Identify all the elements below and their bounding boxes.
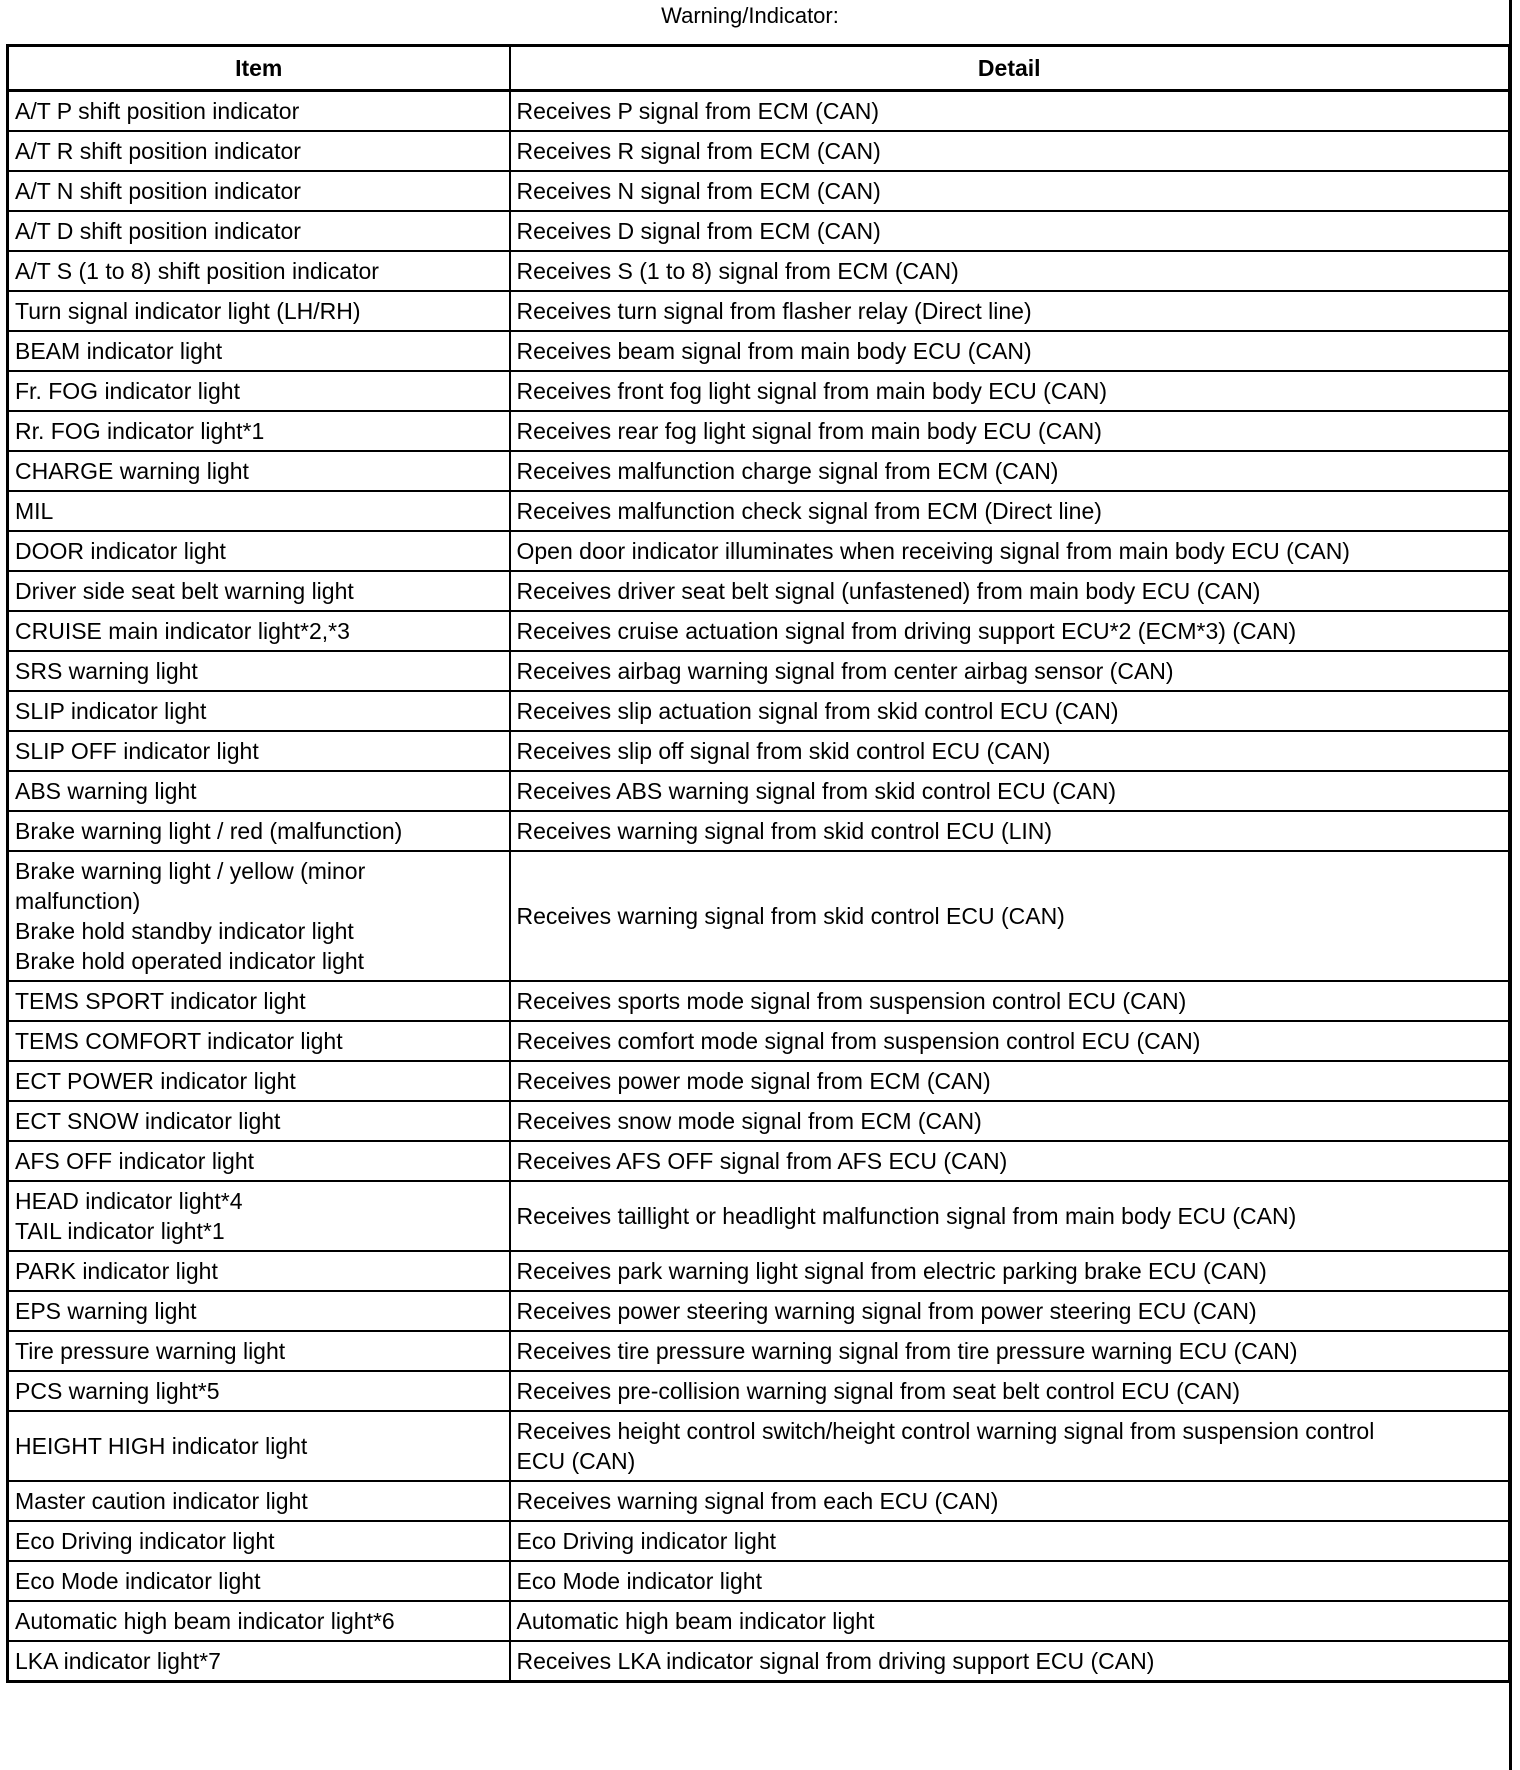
cell-item [8, 1481, 510, 1521]
cell-item [8, 1061, 510, 1101]
column-header-item: Item [8, 46, 510, 91]
cell-detail [510, 211, 1510, 251]
item-text-line: A/T N shift position indicator [15, 178, 301, 204]
table-row [8, 371, 1510, 411]
cell-detail [510, 1481, 1510, 1521]
cell-detail [510, 1521, 1510, 1561]
cell-item [8, 811, 510, 851]
table-header-row [8, 46, 1510, 91]
item-text-line: Brake warning light / red (malfunction) [15, 818, 403, 844]
item-text-line: Brake hold standby indicator light [15, 918, 354, 944]
table-row [8, 1601, 1510, 1641]
item-text-line: malfunction) [15, 888, 141, 914]
detail-text-line: Receives malfunction check signal from ECM (Direct line) [516, 498, 1102, 524]
detail-text-line: Receives warning signal from skid control ECU (LIN) [516, 818, 1053, 844]
cell-detail [510, 131, 1510, 171]
cell-item [8, 411, 510, 451]
cell-item [8, 1331, 510, 1371]
detail-text-line: Receives S (1 to 8) signal from ECM (CAN) [516, 258, 959, 284]
table-row [8, 1331, 1510, 1371]
detail-text-line: ECU (CAN) [516, 1448, 636, 1474]
table-row [8, 411, 1510, 451]
item-text-line: Eco Driving indicator light [15, 1528, 275, 1554]
detail-text-line: Receives taillight or headlight malfunction signal from main body ECU (CAN) [516, 1203, 1297, 1229]
table-row [8, 1061, 1510, 1101]
detail-text-line: Receives driver seat belt signal (unfastened) from main body ECU (CAN) [516, 578, 1261, 604]
item-text-line: SLIP indicator light [15, 698, 207, 724]
detail-text-line: Receives comfort mode signal from suspension control ECU (CAN) [516, 1028, 1201, 1054]
detail-text-line: Receives turn signal from flasher relay (Direct line) [516, 298, 1032, 324]
cell-detail [510, 771, 1510, 811]
cell-detail [510, 731, 1510, 771]
cell-detail [510, 371, 1510, 411]
table-row [8, 331, 1510, 371]
cell-detail [510, 291, 1510, 331]
cell-item [8, 571, 510, 611]
detail-text-line: Receives AFS OFF signal from AFS ECU (CAN) [516, 1148, 1008, 1174]
item-text-line: A/T S (1 to 8) shift position indicator [15, 258, 379, 284]
detail-text-line: Receives malfunction charge signal from ECM (CAN) [516, 458, 1059, 484]
cell-item [8, 211, 510, 251]
detail-text-line: Receives rear fog light signal from main body ECU (CAN) [516, 418, 1102, 444]
cell-detail [510, 1181, 1510, 1251]
item-text-line: Fr. FOG indicator light [15, 378, 240, 404]
item-text-line: SRS warning light [15, 658, 198, 684]
detail-text-line: Receives beam signal from main body ECU (CAN) [516, 338, 1032, 364]
table-row [8, 91, 1510, 132]
table-row [8, 1641, 1510, 1682]
table-row [8, 1141, 1510, 1181]
cell-detail [510, 491, 1510, 531]
item-text-line: DOOR indicator light [15, 538, 226, 564]
cell-detail [510, 1251, 1510, 1291]
detail-text-line: Receives sports mode signal from suspension control ECU (CAN) [516, 988, 1187, 1014]
detail-text-line: Receives slip off signal from skid control ECU (CAN) [516, 738, 1051, 764]
cell-item [8, 1411, 510, 1481]
table-row [8, 1521, 1510, 1561]
cell-detail [510, 811, 1510, 851]
detail-text-line: Receives P signal from ECM (CAN) [516, 98, 880, 124]
column-header-detail: Detail [510, 46, 1510, 91]
cell-item [8, 1101, 510, 1141]
cell-detail [510, 531, 1510, 571]
item-text-line: Turn signal indicator light (LH/RH) [15, 298, 361, 324]
cell-item [8, 1561, 510, 1601]
table-row [8, 851, 1510, 981]
table-row [8, 1021, 1510, 1061]
cell-detail [510, 851, 1510, 981]
detail-text-line: Receives N signal from ECM (CAN) [516, 178, 881, 204]
item-text-line: MIL [15, 498, 54, 524]
cell-item [8, 691, 510, 731]
cell-item [8, 1371, 510, 1411]
table-row [8, 571, 1510, 611]
cell-item [8, 1291, 510, 1331]
cell-detail [510, 1561, 1510, 1601]
table-row [8, 811, 1510, 851]
detail-text-line: Automatic high beam indicator light [516, 1608, 875, 1634]
detail-text-line: Receives pre-collision warning signal from seat belt control ECU (CAN) [516, 1378, 1240, 1404]
table-caption: Warning/Indicator: [661, 3, 839, 28]
table-row [8, 211, 1510, 251]
table-row [8, 491, 1510, 531]
cell-item [8, 1251, 510, 1291]
detail-text-line: Receives D signal from ECM (CAN) [516, 218, 881, 244]
item-text-line: ECT SNOW indicator light [15, 1108, 281, 1134]
table-row [8, 251, 1510, 291]
item-text-line: HEIGHT HIGH indicator light [15, 1433, 308, 1459]
cell-detail [510, 1641, 1510, 1682]
cell-detail [510, 1101, 1510, 1141]
cell-item [8, 1521, 510, 1561]
cell-item [8, 251, 510, 291]
cell-item [8, 291, 510, 331]
detail-text-line: Receives snow mode signal from ECM (CAN) [516, 1108, 982, 1134]
cell-item [8, 171, 510, 211]
table-row [8, 1411, 1510, 1481]
item-text-line: TEMS COMFORT indicator light [15, 1028, 343, 1054]
cell-detail [510, 171, 1510, 211]
table-row [8, 1101, 1510, 1141]
table-row [8, 131, 1510, 171]
item-text-line: Brake warning light / yellow (minor [15, 858, 366, 884]
cell-item [8, 851, 510, 981]
cell-item [8, 1601, 510, 1641]
item-text-line: Brake hold operated indicator light [15, 948, 365, 974]
cell-item [8, 531, 510, 571]
item-text-line: Tire pressure warning light [15, 1338, 286, 1364]
table-row [8, 691, 1510, 731]
detail-text-line: Receives slip actuation signal from skid control ECU (CAN) [516, 698, 1119, 724]
item-text-line: A/T P shift position indicator [15, 98, 300, 124]
item-text-line: CRUISE main indicator light*2,*3 [15, 618, 350, 644]
cell-item [8, 651, 510, 691]
cell-item [8, 1021, 510, 1061]
detail-text-line: Receives warning signal from skid control ECU (CAN) [516, 903, 1065, 929]
cell-detail [510, 1061, 1510, 1101]
table-body [8, 91, 1510, 1682]
cell-item [8, 771, 510, 811]
cell-item [8, 981, 510, 1021]
cell-detail [510, 651, 1510, 691]
cell-detail [510, 571, 1510, 611]
item-text-line: BEAM indicator light [15, 338, 223, 364]
cell-item [8, 491, 510, 531]
cell-detail [510, 411, 1510, 451]
item-text-line: HEAD indicator light*4 [15, 1188, 243, 1214]
cell-detail [510, 1411, 1510, 1481]
cell-detail [510, 331, 1510, 371]
table-row [8, 291, 1510, 331]
table-row [8, 171, 1510, 211]
detail-text-line: Receives cruise actuation signal from driving support ECU*2 (ECM*3) (CAN) [516, 618, 1297, 644]
item-text-line: PCS warning light*5 [15, 1378, 220, 1404]
detail-text-line: Open door indicator illuminates when receiving signal from main body ECU (CAN) [516, 538, 1350, 564]
table-row [8, 451, 1510, 491]
item-text-line: SLIP OFF indicator light [15, 738, 259, 764]
table-row [8, 1481, 1510, 1521]
item-text-line: LKA indicator light*7 [15, 1648, 221, 1674]
table-row [8, 1291, 1510, 1331]
item-text-line: CHARGE warning light [15, 458, 249, 484]
detail-text-line: Receives R signal from ECM (CAN) [516, 138, 881, 164]
detail-text-line: Receives warning signal from each ECU (CAN) [516, 1488, 999, 1514]
cell-item [8, 371, 510, 411]
cell-item [8, 611, 510, 651]
item-text-line: Driver side seat belt warning light [15, 578, 354, 604]
cell-item [8, 1641, 510, 1682]
cell-detail [510, 1331, 1510, 1371]
cell-detail [510, 1601, 1510, 1641]
item-text-line: Eco Mode indicator light [15, 1568, 261, 1594]
detail-text-line: Receives LKA indicator signal from driving support ECU (CAN) [516, 1648, 1155, 1674]
item-text-line: EPS warning light [15, 1298, 197, 1324]
cell-item [8, 451, 510, 491]
detail-text-line: Receives tire pressure warning signal from tire pressure warning ECU (CAN) [516, 1338, 1298, 1364]
item-text-line: TAIL indicator light*1 [15, 1218, 225, 1244]
item-text-line: AFS OFF indicator light [15, 1148, 255, 1174]
item-text-line: TEMS SPORT indicator light [15, 988, 306, 1014]
table-row [8, 611, 1510, 651]
cell-detail [510, 1291, 1510, 1331]
cell-detail [510, 691, 1510, 731]
detail-text-line: Receives height control switch/height control warning signal from suspension control [516, 1418, 1375, 1444]
cell-item [8, 1181, 510, 1251]
cell-item [8, 91, 510, 132]
cell-detail [510, 1021, 1510, 1061]
item-text-line: ABS warning light [15, 778, 197, 804]
cell-item [8, 131, 510, 171]
item-text-line: Rr. FOG indicator light*1 [15, 418, 265, 444]
detail-text-line: Receives airbag warning signal from center airbag sensor (CAN) [516, 658, 1174, 684]
cell-item [8, 331, 510, 371]
item-text-line: A/T R shift position indicator [15, 138, 301, 164]
cell-detail [510, 611, 1510, 651]
table-row [8, 731, 1510, 771]
table-row [8, 1251, 1510, 1291]
cell-detail [510, 981, 1510, 1021]
table-row [8, 1561, 1510, 1601]
table-row [8, 651, 1510, 691]
table-row [8, 771, 1510, 811]
cell-detail [510, 1371, 1510, 1411]
cell-detail [510, 91, 1510, 132]
cell-detail [510, 451, 1510, 491]
detail-text-line: Receives park warning light signal from electric parking brake ECU (CAN) [516, 1258, 1267, 1284]
detail-text-line: Receives ABS warning signal from skid control ECU (CAN) [516, 778, 1116, 804]
detail-text-line: Receives front fog light signal from main body ECU (CAN) [516, 378, 1108, 404]
detail-text-line: Receives power steering warning signal from power steering ECU (CAN) [516, 1298, 1257, 1324]
cell-item [8, 731, 510, 771]
item-text-line: Master caution indicator light [15, 1488, 308, 1514]
cell-detail [510, 251, 1510, 291]
cell-item [8, 1141, 510, 1181]
detail-text-line: Eco Driving indicator light [516, 1528, 777, 1554]
table-row [8, 531, 1510, 571]
detail-text-line: Eco Mode indicator light [516, 1568, 762, 1594]
item-text-line: ECT POWER indicator light [15, 1068, 296, 1094]
item-text-line: PARK indicator light [15, 1258, 218, 1284]
warning-indicator-table [6, 44, 1511, 1683]
cell-detail [510, 1141, 1510, 1181]
table-row [8, 981, 1510, 1021]
table-row [8, 1181, 1510, 1251]
table-row [8, 1371, 1510, 1411]
detail-text-line: Receives power mode signal from ECM (CAN) [516, 1068, 991, 1094]
item-text-line: A/T D shift position indicator [15, 218, 301, 244]
item-text-line: Automatic high beam indicator light*6 [15, 1608, 395, 1634]
